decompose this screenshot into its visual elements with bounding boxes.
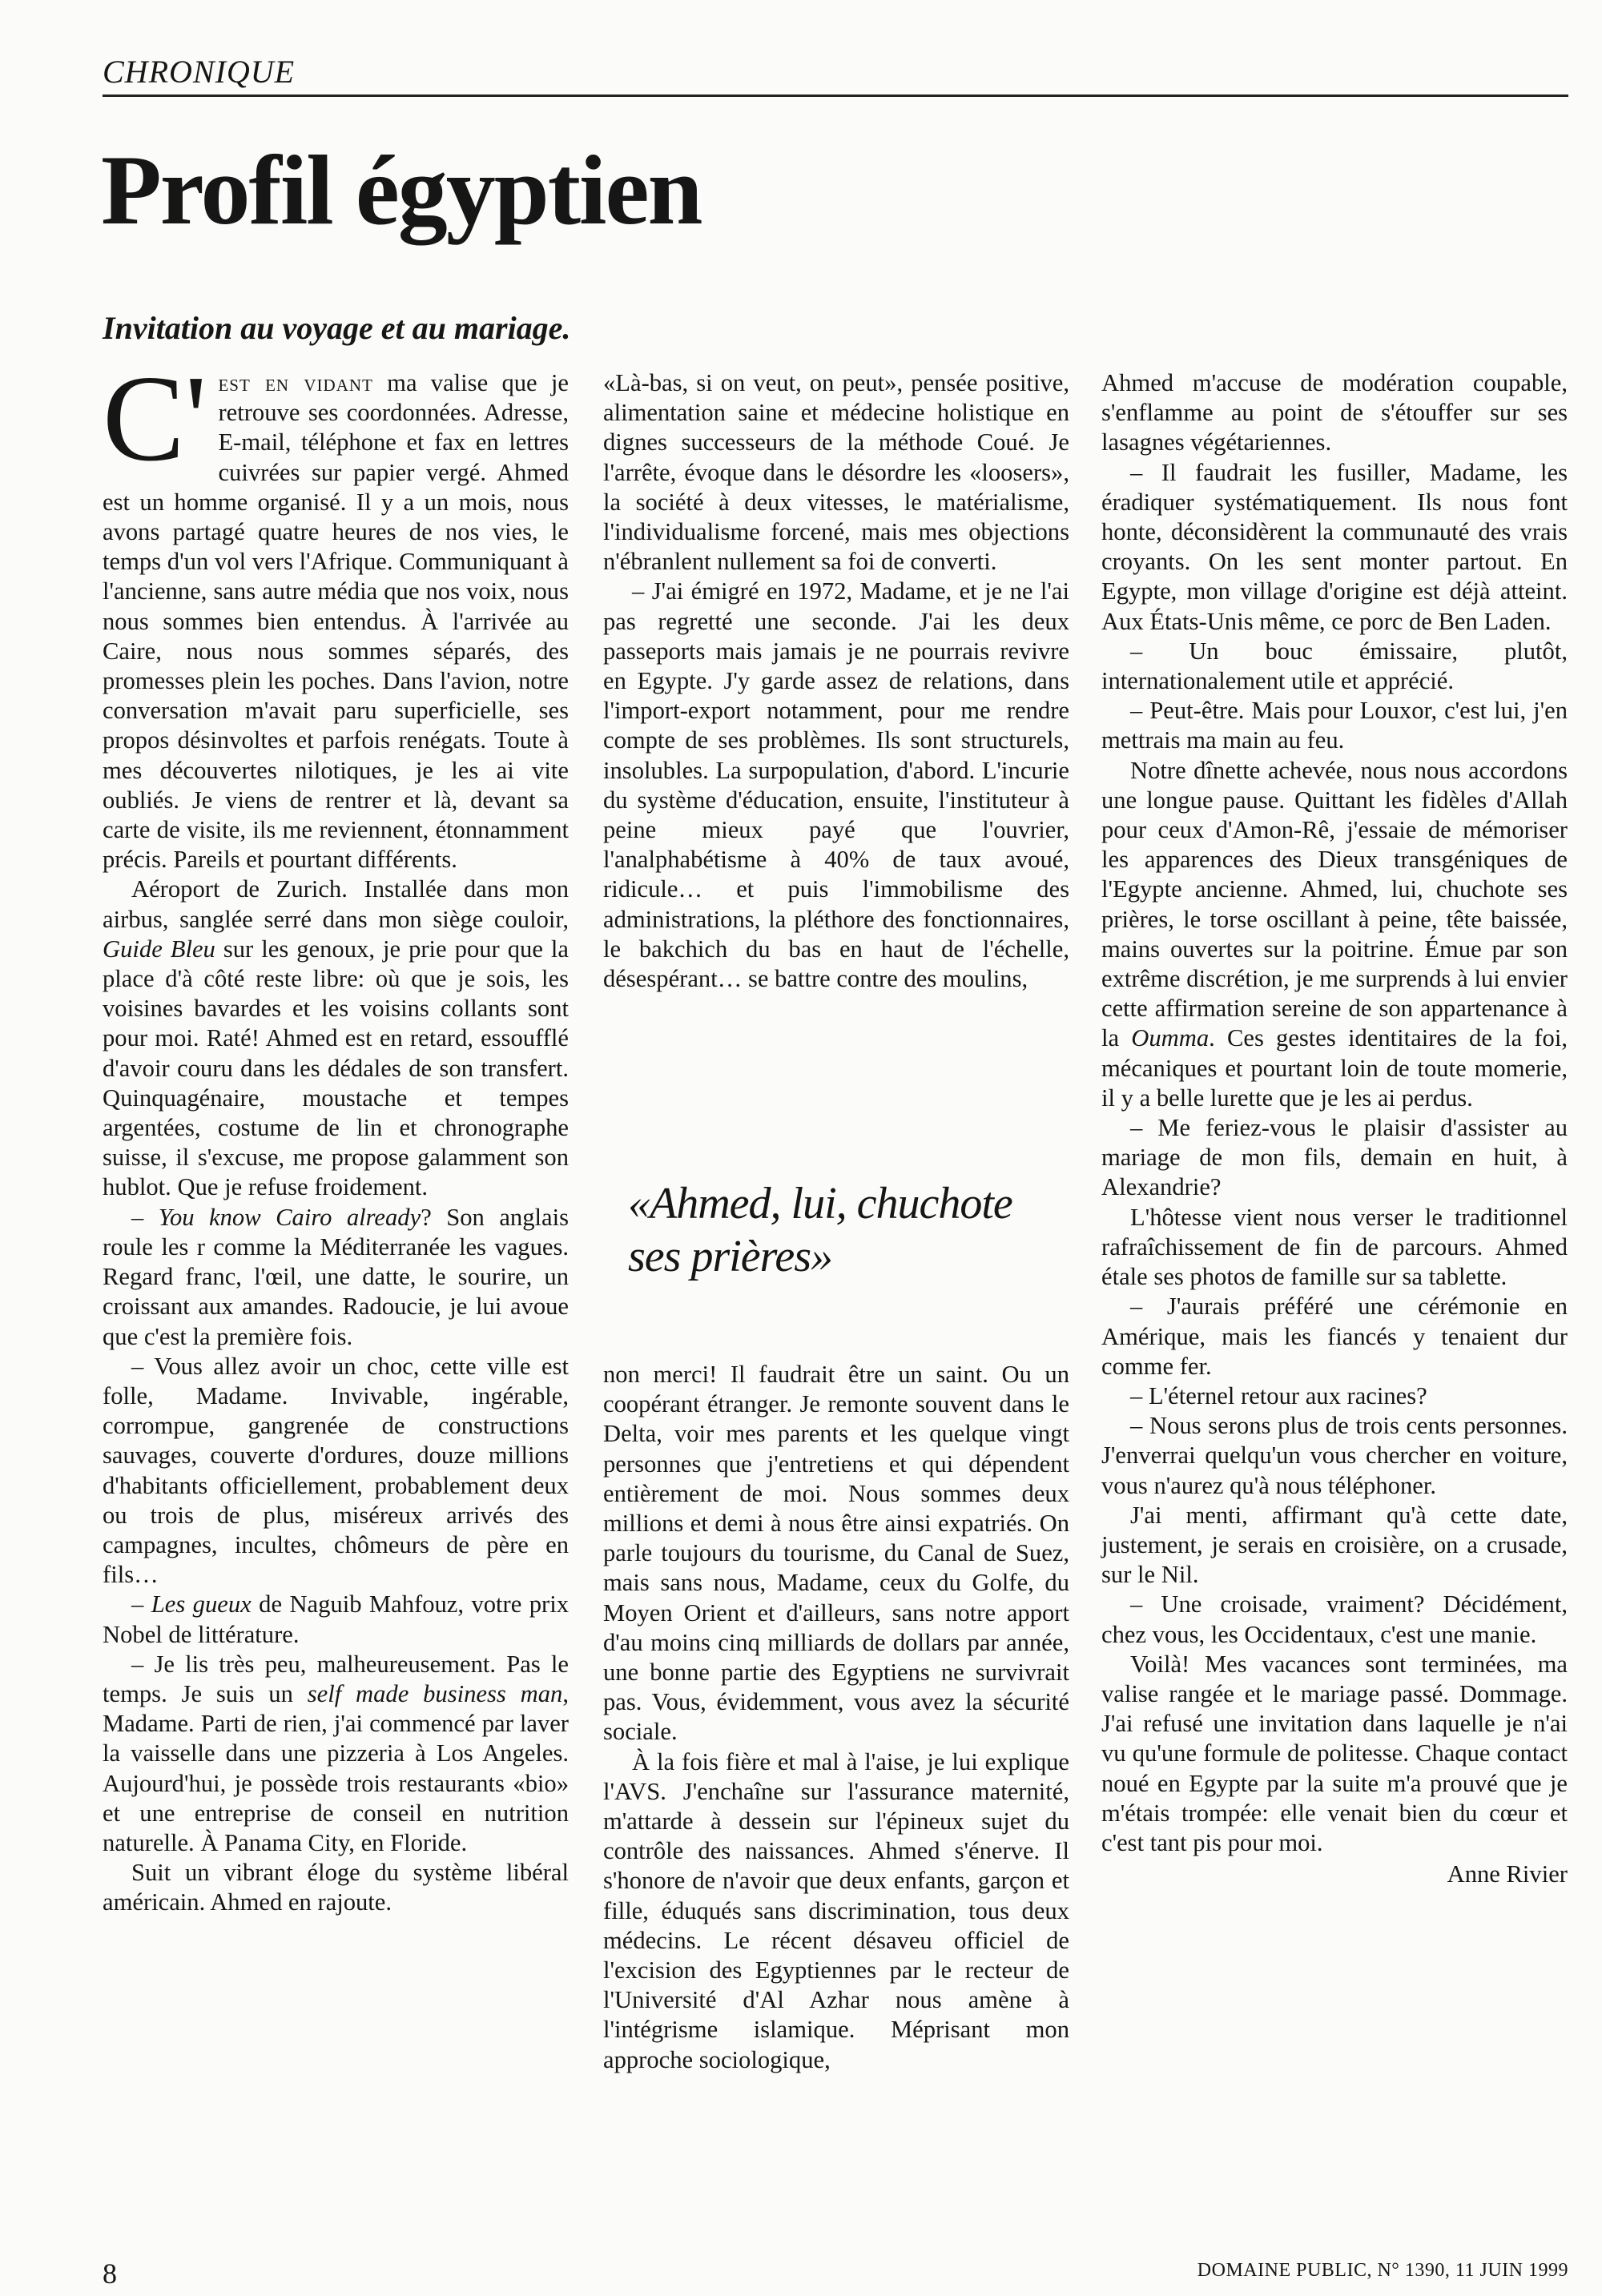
article-title: Profil égyptien	[101, 135, 702, 245]
paragraph: Aéroport de Zurich. Installée dans mon airbus, sanglée serré dans mon siège couloir, Guide Bleu sur les genoux, je prie pour que la place d'à côté reste libre: où que je sois, les voisines bavardes et les voisins collants sont pour moi. Raté! Ahmed est en retard, essoufflé d'avoir couru dans les dédales de son transfert. Quinquagénaire, moustache et tempes argentées, costume de lin et chronographe suisse, il s'excuse, me propose galamment son hublot. Que je refuse froidement.	[103, 875, 569, 1201]
paragraph: L'hôtesse vient nous verser le traditionnel rafraîchissement de fin de parcours. Ahmed étale ses photos de famille sur sa tablette.	[1101, 1203, 1568, 1291]
paragraph: – L'éternel retour aux racines?	[1130, 1381, 1427, 1409]
paragraph-text: ma valise que je retrouve ses coordonnées. Adresse, E-mail, téléphone et fax en lettres cuivrées sur papier vergé. Ahmed est un homme organisé. Il y a un mois, nous avons partagé quatre heures de nos vies, le temps d'un vol vers l'Afrique. Communiquant à l'ancienne, sans autre média que nos voix, nous nous sommes bien entendus. À l'arrivée au Caire, nous nous sommes séparés, des promesses plein les poches. Dans l'avion, notre conversation m'avait paru superficielle, ses propos désinvoltes et parfois renégats. Toute à mes découvertes nilotiques, je les ai vite oubliés. Je viens de rentrer et là, devant sa carte de visite, ils me reviennent, étonnamment précis. Pareils et pourtant différents.	[103, 369, 569, 874]
paragraph: – Je lis très peu, malheureusement. Pas le temps. Je suis un self made business man, Madame. Parti de rien, j'ai commencé par laver la vaisselle dans une pizzeria à Los Angeles. Aujourd'hui, je possède trois restaurants «bio» et une entreprise de conseil en nutrition naturelle. À Panama City, en Floride.	[103, 1650, 569, 1856]
emphasis: self made business man	[307, 1679, 563, 1707]
paragraph: – Vous allez avoir un choc, cette ville est folle, Madame. Invivable, ingérable, corrompue, gangrenée de constructions sauvages, couverte d'ordures, douze millions d'habitants officiellement, probablement deux ou trois de plus, miséreux arrivés des campagnes, incultes, chômeurs de père en fils…	[103, 1352, 569, 1589]
section-rubric: CHRONIQUE	[103, 54, 296, 90]
paragraph: – Nous serons plus de trois cents personnes. J'enverrai quelqu'un vous chercher en voiture, vous n'aurez qu'à nous téléphoner.	[1101, 1412, 1568, 1499]
paragraph: – J'aurais préféré une cérémonie en Amérique, mais les fiancés y tenaient dur comme fer.	[1101, 1293, 1568, 1380]
header-rule	[103, 94, 1568, 97]
paragraph: Ahmed m'accuse de modération coupable, s'enflamme au point de s'étouffer sur ses lasagnes végétariennes.	[1101, 369, 1568, 456]
author-signature: Anne Rivier	[1447, 1860, 1568, 1888]
page-number: 8	[103, 2258, 117, 2290]
paragraph: – Les gueux de Naguib Mahfouz, votre prix Nobel de littérature.	[103, 1590, 570, 1648]
paragraph: Notre dînette achevée, nous nous accordons une longue pause. Quittant les fidèles d'Allah pour ceux d'Amon-Rê, j'essaie de mémoriser les apparences des Dieux transgéniques de l'Egypte ancienne. Ahmed, lui, chuchote ses prières, le torse oscillant à peine, tête baissée, mains ouvertes sur la poitrine. Émue par son extrême discrétion, je me surprends à lui envier cette affirmation sereine de son appartenance à la Oumma. Ces gestes identitaires de la foi, mécaniques et pourtant loin de toute momerie, il y a belle lurette que je les ai perdus.	[1101, 756, 1568, 1112]
lead-in: est en vidant	[218, 369, 373, 396]
paragraph: «Là-bas, si on veut, on peut», pensée positive, alimentation saine et médecine holistique en dignes successeurs de la méthode Coué. Je l'arrête, évoque dans le désordre les «loosers», la société à deux vitesses, le matérialisme, l'individualisme forcené, mais mes objections n'ébranlent nullement sa foi de converti.	[603, 369, 1069, 576]
publication-info: DOMAINE PUBLIC, N° 1390, 11 JUIN 1999	[1197, 2260, 1568, 2281]
paragraph	[103, 351, 569, 875]
paragraph: – J'ai émigré en 1972, Madame, et je ne l'ai pas regretté une seconde. J'ai les deux passeports mais jamais je ne pourrais revivre en Egypte. J'y garde assez de relations, dans l'import-export notamment, pour me rendre compte de ses problèmes. Ils sont structurels, insolubles. La surpopulation, d'abord. L'incurie du système d'éducation, ensuite, l'instituteur à peine mieux payé que l'ouvrier, l'analphabétisme à 40% de taux avoué, ridicule… et puis l'immobilisme des administrations, la pléthore des fonctionnaires, le bakchich du bas en haut de l'échelle, désespérant… se battre contre des moulins,	[603, 577, 1069, 993]
column-3	[1101, 368, 1568, 1889]
paragraph: À la fois fière et mal à l'aise, je lui explique l'AVS. J'enchaîne sur l'assurance maternité, m'attarde à dessein sur l'épineux sujet du contrôle des naissances. Ahmed s'énerve. Il s'honore de n'avoir que deux enfants, garçon et fille, éduqués sans discrimination, tous deux médecins. Le récent désaveu officiel de l'excision des Egyptiennes par le recteur de l'Université d'Al Azhar nous amène à l'intégrisme islamique. Méprisant mon approche sociologique,	[603, 1747, 1069, 2073]
paragraph: J'ai menti, affirmant qu'à cette date, justement, je serais en croisière, on a crusade, sur le Nil.	[1101, 1501, 1568, 1589]
paragraph: – You know Cairo already? Son anglais roule les r comme la Méditerranée les vagues. Regard franc, l'œil, une datte, le sourire, un croissant aux amandes. Radoucie, je lui avoue que c'est la première fois.	[103, 1203, 569, 1350]
emphasis: Oumma	[1131, 1024, 1210, 1052]
pull-quote: «Ahmed, lui, chuchote ses prières»	[628, 1179, 1012, 1281]
article-subtitle: Invitation au voyage et au mariage.	[103, 310, 571, 346]
emphasis: Les gueux	[151, 1590, 252, 1618]
paragraph: – Peut-être. Mais pour Louxor, c'est lui, j'en mettrais ma main au feu.	[1101, 697, 1568, 754]
column-2	[603, 368, 1069, 994]
paragraph: Suit un vibrant éloge du système libéral américain. Ahmed en rajoute.	[103, 1859, 569, 1916]
paragraph: – Me feriez-vous le plaisir d'assister au mariage de mon fils, demain en huit, à Alexandrie?	[1101, 1114, 1568, 1201]
paragraph: – Un bouc émissaire, plutôt, internationalement utile et apprécié.	[1101, 637, 1568, 695]
emphasis: Guide Bleu	[103, 935, 215, 963]
column-2-continued	[603, 1360, 1069, 2075]
paragraph: – Il faudrait les fusiller, Madame, les éradiquer systématiquement. Ils nous font honte, déconsidèrent la communauté des vrais croyants. On les sent monter partout. En Egypte, mon village d'origine est déjà atteint. Aux États-Unis même, ce porc de Ben Laden.	[1101, 458, 1568, 635]
paragraph: – Une croisade, vraiment? Décidément, chez vous, les Occidentaux, c'est une manie.	[1101, 1590, 1568, 1648]
emphasis: You know Cairo already	[158, 1203, 421, 1231]
paragraph: Voilà! Mes vacances sont terminées, ma valise rangée et le mariage passé. Dommage. J'ai refusé une invitation dans laquelle je n'ai vu qu'une formule de politesse. Chaque contact noué en Egypte par la suite m'a prouvé que je m'étais trompée: elle venait bien du cœur et c'est tant pis pour moi.	[1101, 1650, 1568, 1856]
paragraph: non merci! Il faudrait être un saint. Ou un coopérant étranger. Je remonte souvent dans le Delta, voir mes parents et les quelque vingt personnes que j'entretiens et qui dépendent entièrement de moi. Nous sommes deux millions et demi à nous être ainsi expatriés. On parle toujours du tourisme, du Canal de Suez, mais sans nous, Madame, ceux du Golfe, du Moyen Orient et d'ailleurs, sans notre apport d'au moins cinq milliards de dollars par année, une bonne partie des Egyptiens ne survivrait pas. Vous, évidemment, vous avez la sécurité sociale.	[603, 1361, 1069, 1746]
drop-cap: C'	[103, 351, 207, 487]
column-1	[103, 351, 570, 1918]
